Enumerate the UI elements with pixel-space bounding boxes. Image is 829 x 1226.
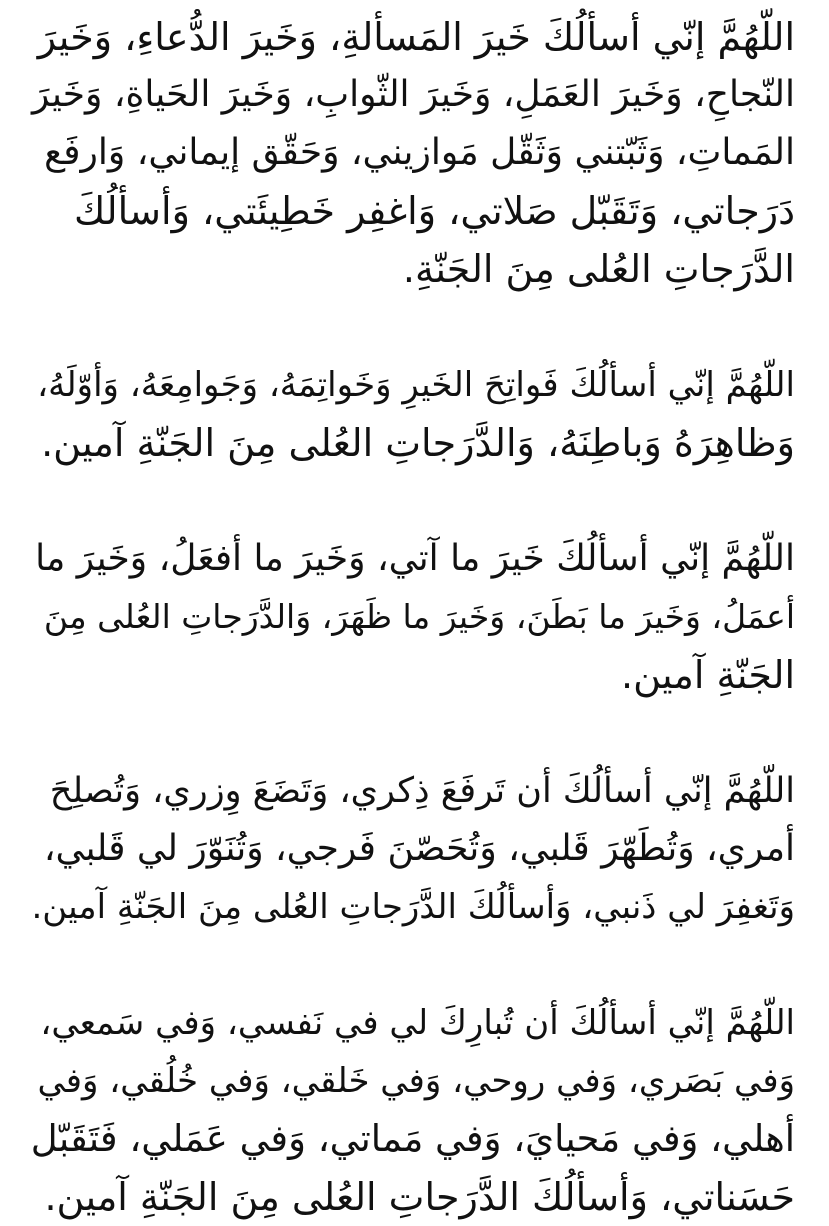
paragraph-line: النّجاحِ، وَخَيرَ العَمَلِ، وَخَيرَ الثّوابِ، وَخَيرَ الحَياةِ، وَخَيرَ (32, 74, 795, 115)
supplication-paragraph-4 (30, 762, 795, 936)
paragraph-line: وَتَغفِرَ لي ذَنبي، وَأسألُكَ الدَّرَجاتِ العُلى مِنَ الجَنّةِ آمين. (31, 887, 795, 927)
supplication-paragraph-3 (30, 530, 795, 704)
paragraph-line: اللّهُمَّ إنّي أسألُكَ خَيرَ ما آتي، وَخَيرَ ما أفعَلُ، وَخَيرَ ما (35, 538, 795, 579)
paragraph-line: حَسَناتي، وَأسألُكَ الدَّرَجاتِ العُلى مِنَ الجَنّةِ آمين. (44, 1175, 795, 1219)
paragraph-line: الدَّرَجاتِ العُلى مِنَ الجَنّةِ. (402, 247, 795, 291)
paragraph-line: اللّهُمَّ إنّي أسألُكَ فَواتِحَ الخَيرِ وَخَواتِمَهُ، وَجَوامِعَهُ، وَأوّلَهُ، (37, 365, 795, 405)
paragraph-line: أعمَلُ، وَخَيرَ ما بَطَنَ، وَخَيرَ ما ظَهَرَ، وَالدَّرَجاتِ العُلى مِنَ (43, 597, 795, 636)
paragraph-line: وَظاهِرَهُ وَباطِنَهُ، وَالدَّرَجاتِ العُلى مِنَ الجَنّةِ آمين. (41, 421, 795, 465)
paragraph-line: اللّهُمَّ إنّي أسألُكَ خَيرَ المَسألةِ، وَخَيرَ الدُّعاءِ، وَخَيرَ (37, 15, 795, 59)
paragraph-line: اللّهُمَّ إنّي أسألُكَ أن تَرفَعَ ذِكري، وَتَضَعَ وِزري، وَتُصلِحَ (49, 771, 795, 811)
supplication-paragraph-5 (30, 994, 795, 1226)
supplication-paragraph-2 (30, 356, 795, 472)
paragraph-line: أمري، وَتُطَهّرَ قَلبي، وَتُحَصّنَ فَرجي، وَتُنَوّرَ لي قَلبي، (43, 828, 795, 869)
paragraph-line: وَفي بَصَري، وَفي روحي، وَفي خَلقي، وَفي خُلُقي، وَفي (37, 1061, 795, 1101)
paragraph-line: دَرَجاتي، وَتَقَبّل صَلاتي، وَاغفِر خَطِيئَتي، وَأسألُكَ (74, 189, 795, 233)
paragraph-line: اللّهُمَّ إنّي أسألُكَ أن تُبارِكَ لي في نَفسي، وَفي سَمعي، (40, 1003, 795, 1043)
supplication-paragraph-1 (30, 8, 795, 298)
paragraph-line: أهلي، وَفي مَحيايَ، وَفي مَماتي، وَفي عَمَلي، فَتَقَبّل (30, 1117, 795, 1160)
paragraph-line: الجَنّةِ آمين. (621, 653, 795, 697)
paragraph-line: المَماتِ، وَثَبّتني وَثَقّل مَوازيني، وَحَقّق إيماني، وَارفَع (44, 132, 795, 173)
